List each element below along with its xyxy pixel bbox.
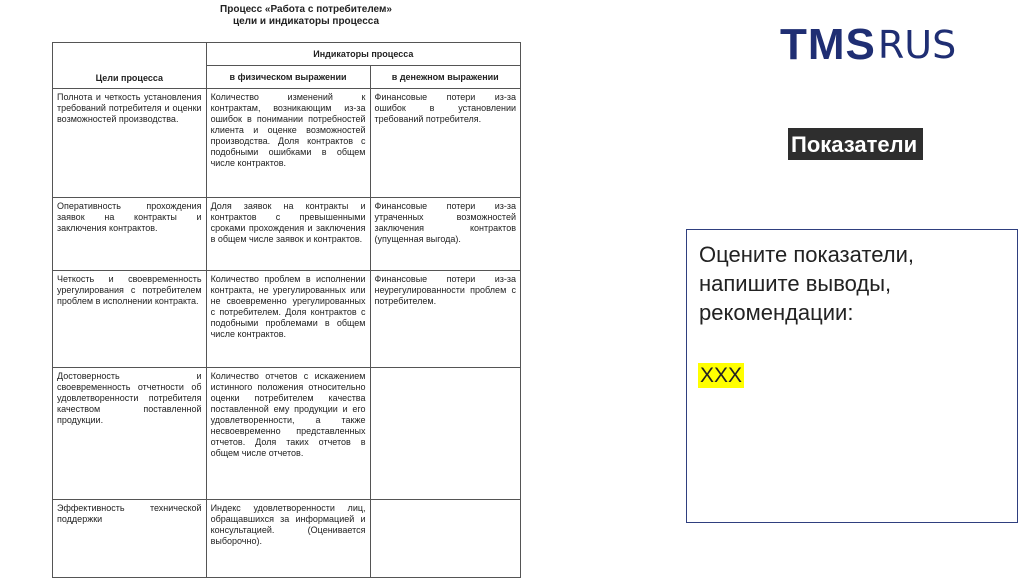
task-line1: Оцените показатели, bbox=[699, 242, 914, 267]
table-row bbox=[53, 271, 521, 368]
goal-cell: Полнота и четкость установления требований потребителя и оценки возможностей производства. bbox=[53, 89, 207, 198]
monetary-cell: Финансовые потери из-за ошибок в установлении требований потребителя. bbox=[370, 89, 521, 198]
monetary-cell bbox=[370, 500, 521, 578]
task-text bbox=[699, 240, 914, 327]
monetary-cell bbox=[370, 368, 521, 500]
task-line3: рекомендации: bbox=[699, 300, 854, 325]
table-header-row bbox=[53, 43, 521, 66]
header-indicators: Индикаторы процесса bbox=[206, 43, 520, 66]
tms-rus-logo bbox=[780, 20, 957, 69]
monetary-cell: Финансовые потери из-за утраченных возможностей заключения контрактов (упущенная выгода). bbox=[370, 198, 521, 271]
slide-heading: Показатели bbox=[788, 128, 923, 160]
logo-bold-text: TMS bbox=[780, 20, 876, 69]
monetary-cell: Финансовые потери из-за неурегулированности проблем с потребителем. bbox=[370, 271, 521, 368]
task-box bbox=[686, 229, 1018, 523]
physical-cell: Количество изменений к контрактам, возникающим из-за ошибок в понимании потребностей клиента и оценке возможностей производства. Доля контрактов с подобными ошибками в общем числе контрактов. bbox=[206, 89, 370, 198]
logo-light-text: RUS bbox=[877, 23, 957, 67]
physical-cell: Доля заявок на контракты и контрактов с превышенными сроками прохождения и заключения в общем числе заявок и контрактов. bbox=[206, 198, 370, 271]
goal-cell: Достоверность и своевременность отчетности об удовлетворенности потребителя качеством поставленной продукции. bbox=[53, 368, 207, 500]
header-physical: в физическом выражении bbox=[206, 66, 370, 89]
document-title bbox=[50, 4, 522, 28]
document-title-line2: цели и индикаторы процесса bbox=[232, 16, 380, 27]
process-table bbox=[52, 42, 521, 578]
table-row bbox=[53, 89, 521, 198]
goal-cell: Оперативность прохождения заявок на контракты и заключения контрактов. bbox=[53, 198, 207, 271]
physical-cell: Количество отчетов с искажением истинного положения относительно оценки потребителем качества поставленной ему продукции и его удовлетворенности, а также несвоевременно представленных отчетов. Доля таких отчетов в общем числе отчетов. bbox=[206, 368, 370, 500]
table-row bbox=[53, 368, 521, 500]
goal-cell: Четкость и своевременность урегулирования с потребителем проблем в исполнении контракта. bbox=[53, 271, 207, 368]
physical-cell: Количество проблем в исполнении контракта, не урегулированных или не своевременно урегулированных с потребителем. Доля контрактов с подобными проблемами в общем числе контрактов. bbox=[206, 271, 370, 368]
physical-cell: Индекс удовлетворенности лиц, обращавшихся за информацией и консультацией. (Оценивается выборочно). bbox=[206, 500, 370, 578]
table-row bbox=[53, 500, 521, 578]
header-monetary: в денежном выражении bbox=[370, 66, 521, 89]
task-line2: напишите выводы, bbox=[699, 271, 892, 296]
answer-placeholder: ХХХ bbox=[700, 364, 743, 387]
table-row bbox=[53, 198, 521, 271]
header-goals: Цели процесса bbox=[53, 43, 207, 89]
goal-cell: Эффективность технической поддержки bbox=[53, 500, 207, 578]
document-title-line1: Процесс «Работа с потребителем» bbox=[220, 4, 392, 15]
